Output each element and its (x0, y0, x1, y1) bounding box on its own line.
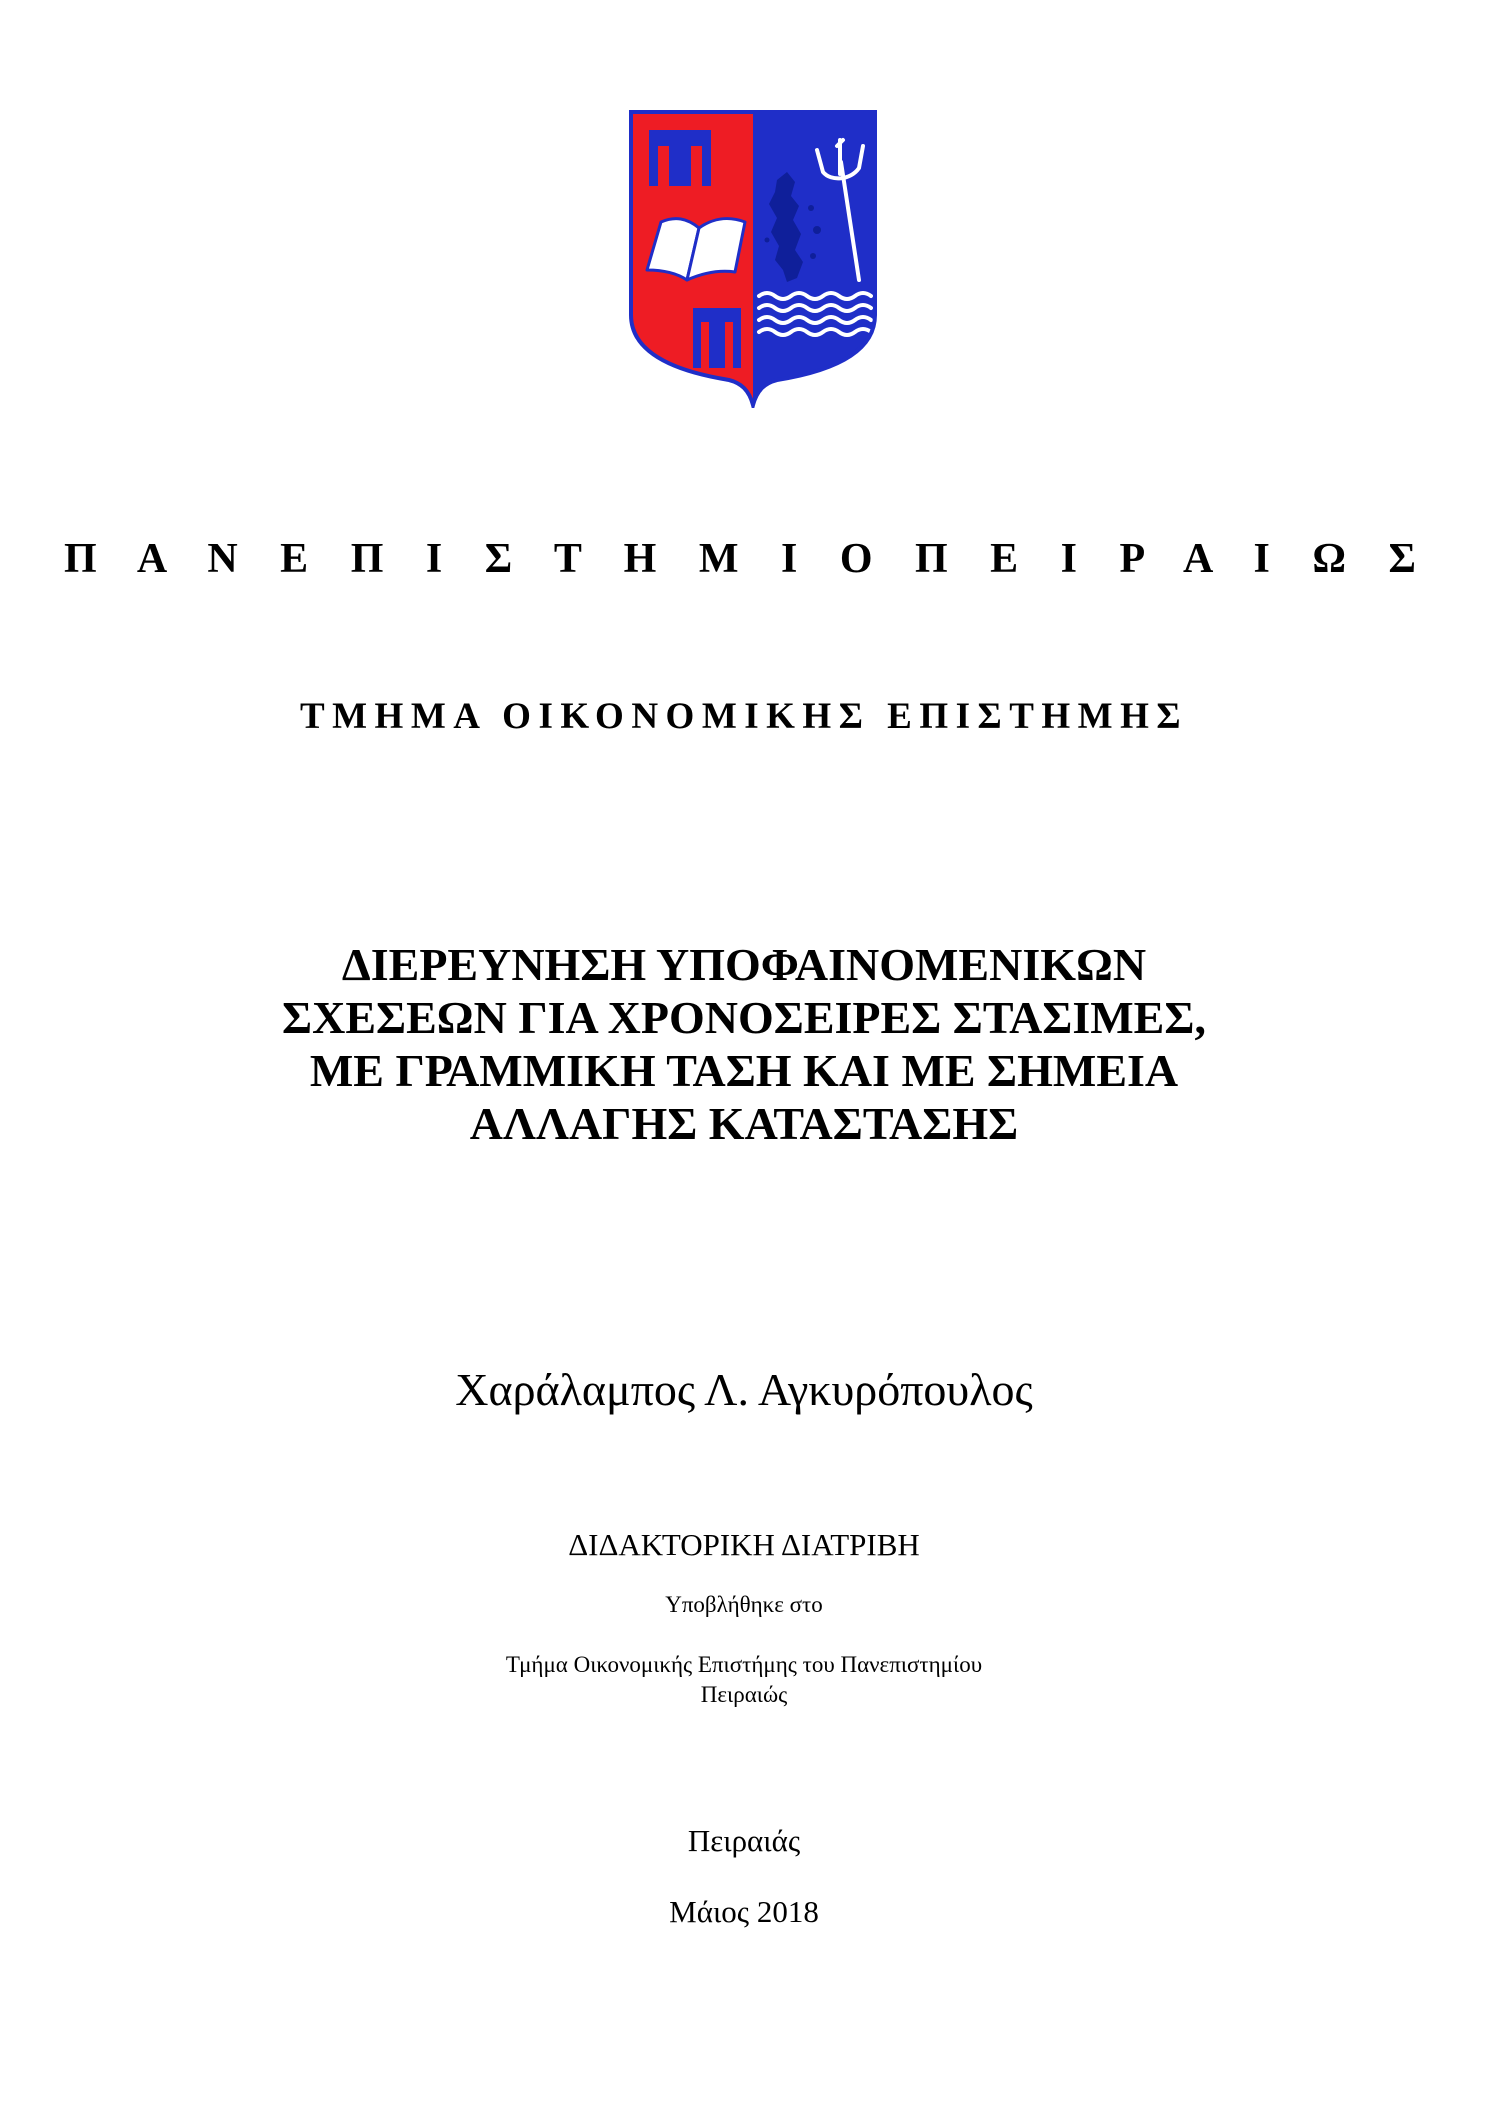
place: Πειραιάς (687, 1823, 801, 1858)
thesis-title (0, 938, 1488, 1150)
department-name: ΤΜΗΜΑ ΟΙΚΟΝΟΜΙΚΗΣ ΕΠΙΣΤΗΜΗΣ (299, 696, 1189, 737)
thesis-title-line: ΣΧΕΣΕΩΝ ΓΙΑ ΧΡΟΝΟΣΕΙΡΕΣ ΣΤΑΣΙΜΕΣ, (282, 992, 1206, 1043)
date: Μάιος 2018 (669, 1894, 819, 1929)
institution-line: Τμήμα Οικονομικής Επιστήμης του Πανεπιστημίου (505, 1652, 983, 1677)
thesis-title-line: ΔΙΕΡΕΥΝΗΣΗ ΥΠΟΦΑΙΝΟΜΕΝΙΚΩΝ (341, 939, 1147, 990)
submitted-to-label: Υποβλήθηκε στο (665, 1592, 823, 1617)
institution (0, 1650, 1488, 1710)
document-type: ΔΙΔΑΚΤΟΡΙΚΗ ΔΙΑΤΡΙΒΗ (568, 1527, 920, 1562)
author-name: Χαράλαμπος Λ. Αγκυρόπουλος (455, 1364, 1033, 1415)
institution-line: Πειραιώς (700, 1682, 788, 1707)
university-name: Π Α Ν Ε Π Ι Σ Τ Η Μ Ι Ο Π Ε Ι Ρ Α Ι Ω Σ (63, 536, 1432, 582)
university-crest-icon (627, 110, 879, 408)
thesis-title-line: ΑΛΛΑΓΗΣ ΚΑΤΑΣΤΑΣΗΣ (469, 1098, 1019, 1149)
thesis-title-line: ΜΕ ΓΡΑΜΜΙΚΗ ΤΑΣΗ ΚΑΙ ΜΕ ΣΗΜΕΙΑ (309, 1045, 1179, 1096)
